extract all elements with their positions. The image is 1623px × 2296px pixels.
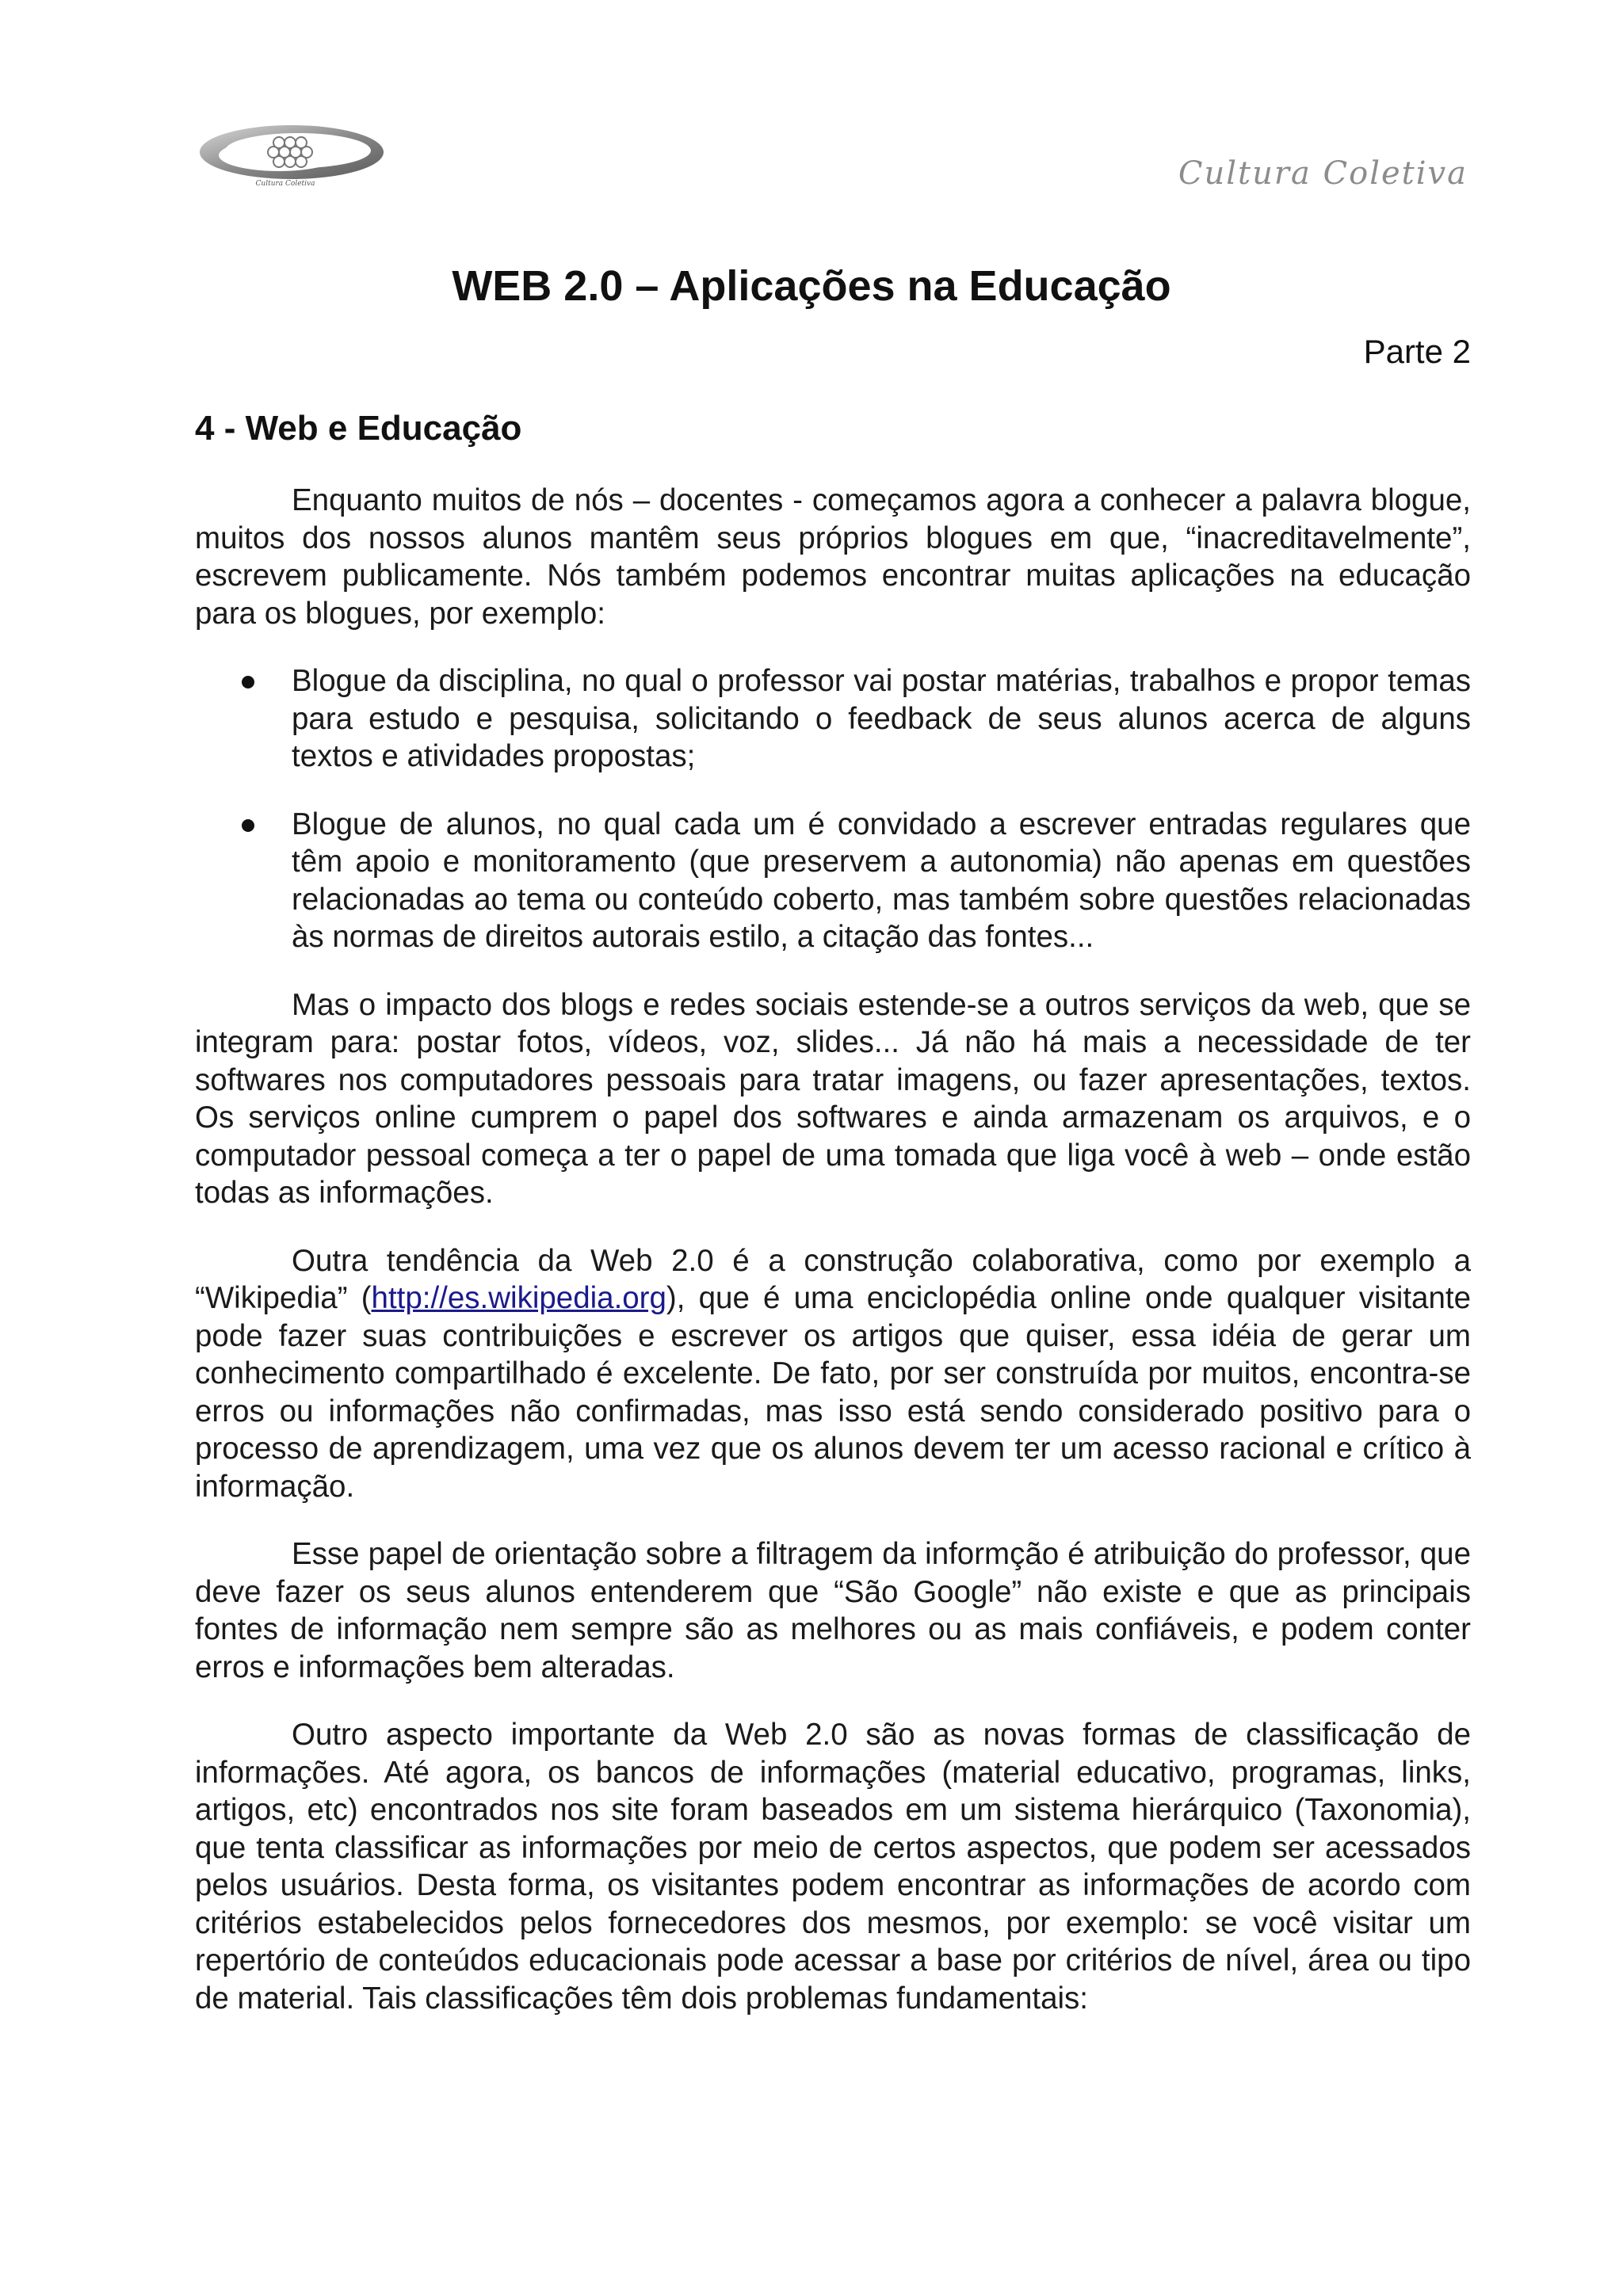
paragraph-orientation: Esse papel de orientação sobre a filtragem da informção é atribuição do professor, que deve fazer os seus alunos entenderem que “São Google” não existe e que as principais fontes de informação nem sempre são as melhores ou as mais confiáveis, e podem conter erros e informações bem alteradas. — [195, 1537, 1471, 1684]
bullet-item — [292, 806, 1471, 956]
wikipedia-link[interactable]: http://es.wikipedia.org — [371, 1281, 666, 1315]
paragraph-classification: Outro aspecto importante da Web 2.0 são as novas formas de classificação de informações. Até agora, os bancos de informações (material educativo, programas, links, artigos, etc) encontrados nos site foram baseados em um sistema hierárquico (Taxonomia), que tenta classificar as informações por meio de certos aspectos, que podem ser acessados pelos usuários. Desta forma, os visitantes podem encontrar as informações de acordo com critérios estabelecidos pelos fornecedores dos mesmos, por exemplo: se você visitar um repertório de conteúdos educacionais pode acessar a base por critérios de nível, área ou tipo de material. Tais classificações têm dois problemas fundamentais: — [195, 1718, 1471, 2016]
section-heading: 4 - Web e Educação — [195, 409, 522, 448]
bullet-icon — [242, 819, 254, 832]
paragraph-wikipedia — [195, 1242, 1471, 1506]
bullet-text: Blogue da disciplina, no qual o professor vai postar matérias, trabalhos e propor temas para estudo e pesquisa, solicitando o feedback de seus alunos acerca de alguns textos e atividades propostas; — [292, 664, 1471, 773]
paragraph-impact: Mas o impacto dos blogs e redes sociais estende-se a outros serviços da web, que se integram para: postar fotos, vídeos, voz, slides... Já não há mais a necessidade de ter softwares nos computadores pessoais para tratar imagens, ou fazer apresentações, textos. Os serviços online cumprem o papel dos softwares e ainda armazenam os arquivos, e o computador pessoal começa a ter o papel de uma tomada que liga você à web – onde estão todas as informações. — [195, 987, 1471, 1210]
cultura-coletiva-logo — [197, 119, 387, 192]
paragraph-text: ), que é uma enciclopédia online onde qualquer visitante pode fazer suas contribuições e escrever os artigos que quiser, essa idéia de gerar um conhecimento compartilhado é excelente. De fato, por ser construída por muitos, encontra-se erros ou informações não confirmadas, mas isso está sendo considerado positivo para o processo de aprendizagem, uma vez que os alunos devem ter um acesso racional e crítico à informação. — [195, 1281, 1471, 1504]
bullet-icon — [242, 676, 254, 688]
bullet-text: Blogue de alunos, no qual cada um é convidado a escrever entradas regulares que têm apoio e monitoramento (que preservem a autonomia) não apenas em questões relacionadas ao tema ou conteúdo coberto, mas também sobre questões relacionadas às normas de direitos autorais estilo, a citação das fontes... — [292, 807, 1471, 954]
brand-name: Cultura Coletiva — [1178, 155, 1468, 192]
bullet-list — [195, 662, 1471, 956]
logo-caption: Cultura Coletiva — [255, 180, 315, 188]
part-label: Parte 2 — [1363, 333, 1471, 370]
body-text — [195, 482, 1471, 2047]
paragraph-intro: Enquanto muitos de nós – docentes - começamos agora a conhecer a palavra blogue, muitos dos nossos alunos mantêm seus próprios blogues em que, “inacreditavelmente”, escrevem publicamente. Nós também podemos encontrar muitas aplicações na educação para os blogues, por exemplo: — [195, 483, 1471, 631]
page-title: WEB 2.0 – Aplicações na Educação — [452, 262, 1171, 310]
paragraph-text: Outra tendência da Web 2.0 é a construção colaborativa, como por exemplo a “Wikipedia” ( — [195, 1243, 1471, 1315]
bullet-item — [292, 662, 1471, 776]
